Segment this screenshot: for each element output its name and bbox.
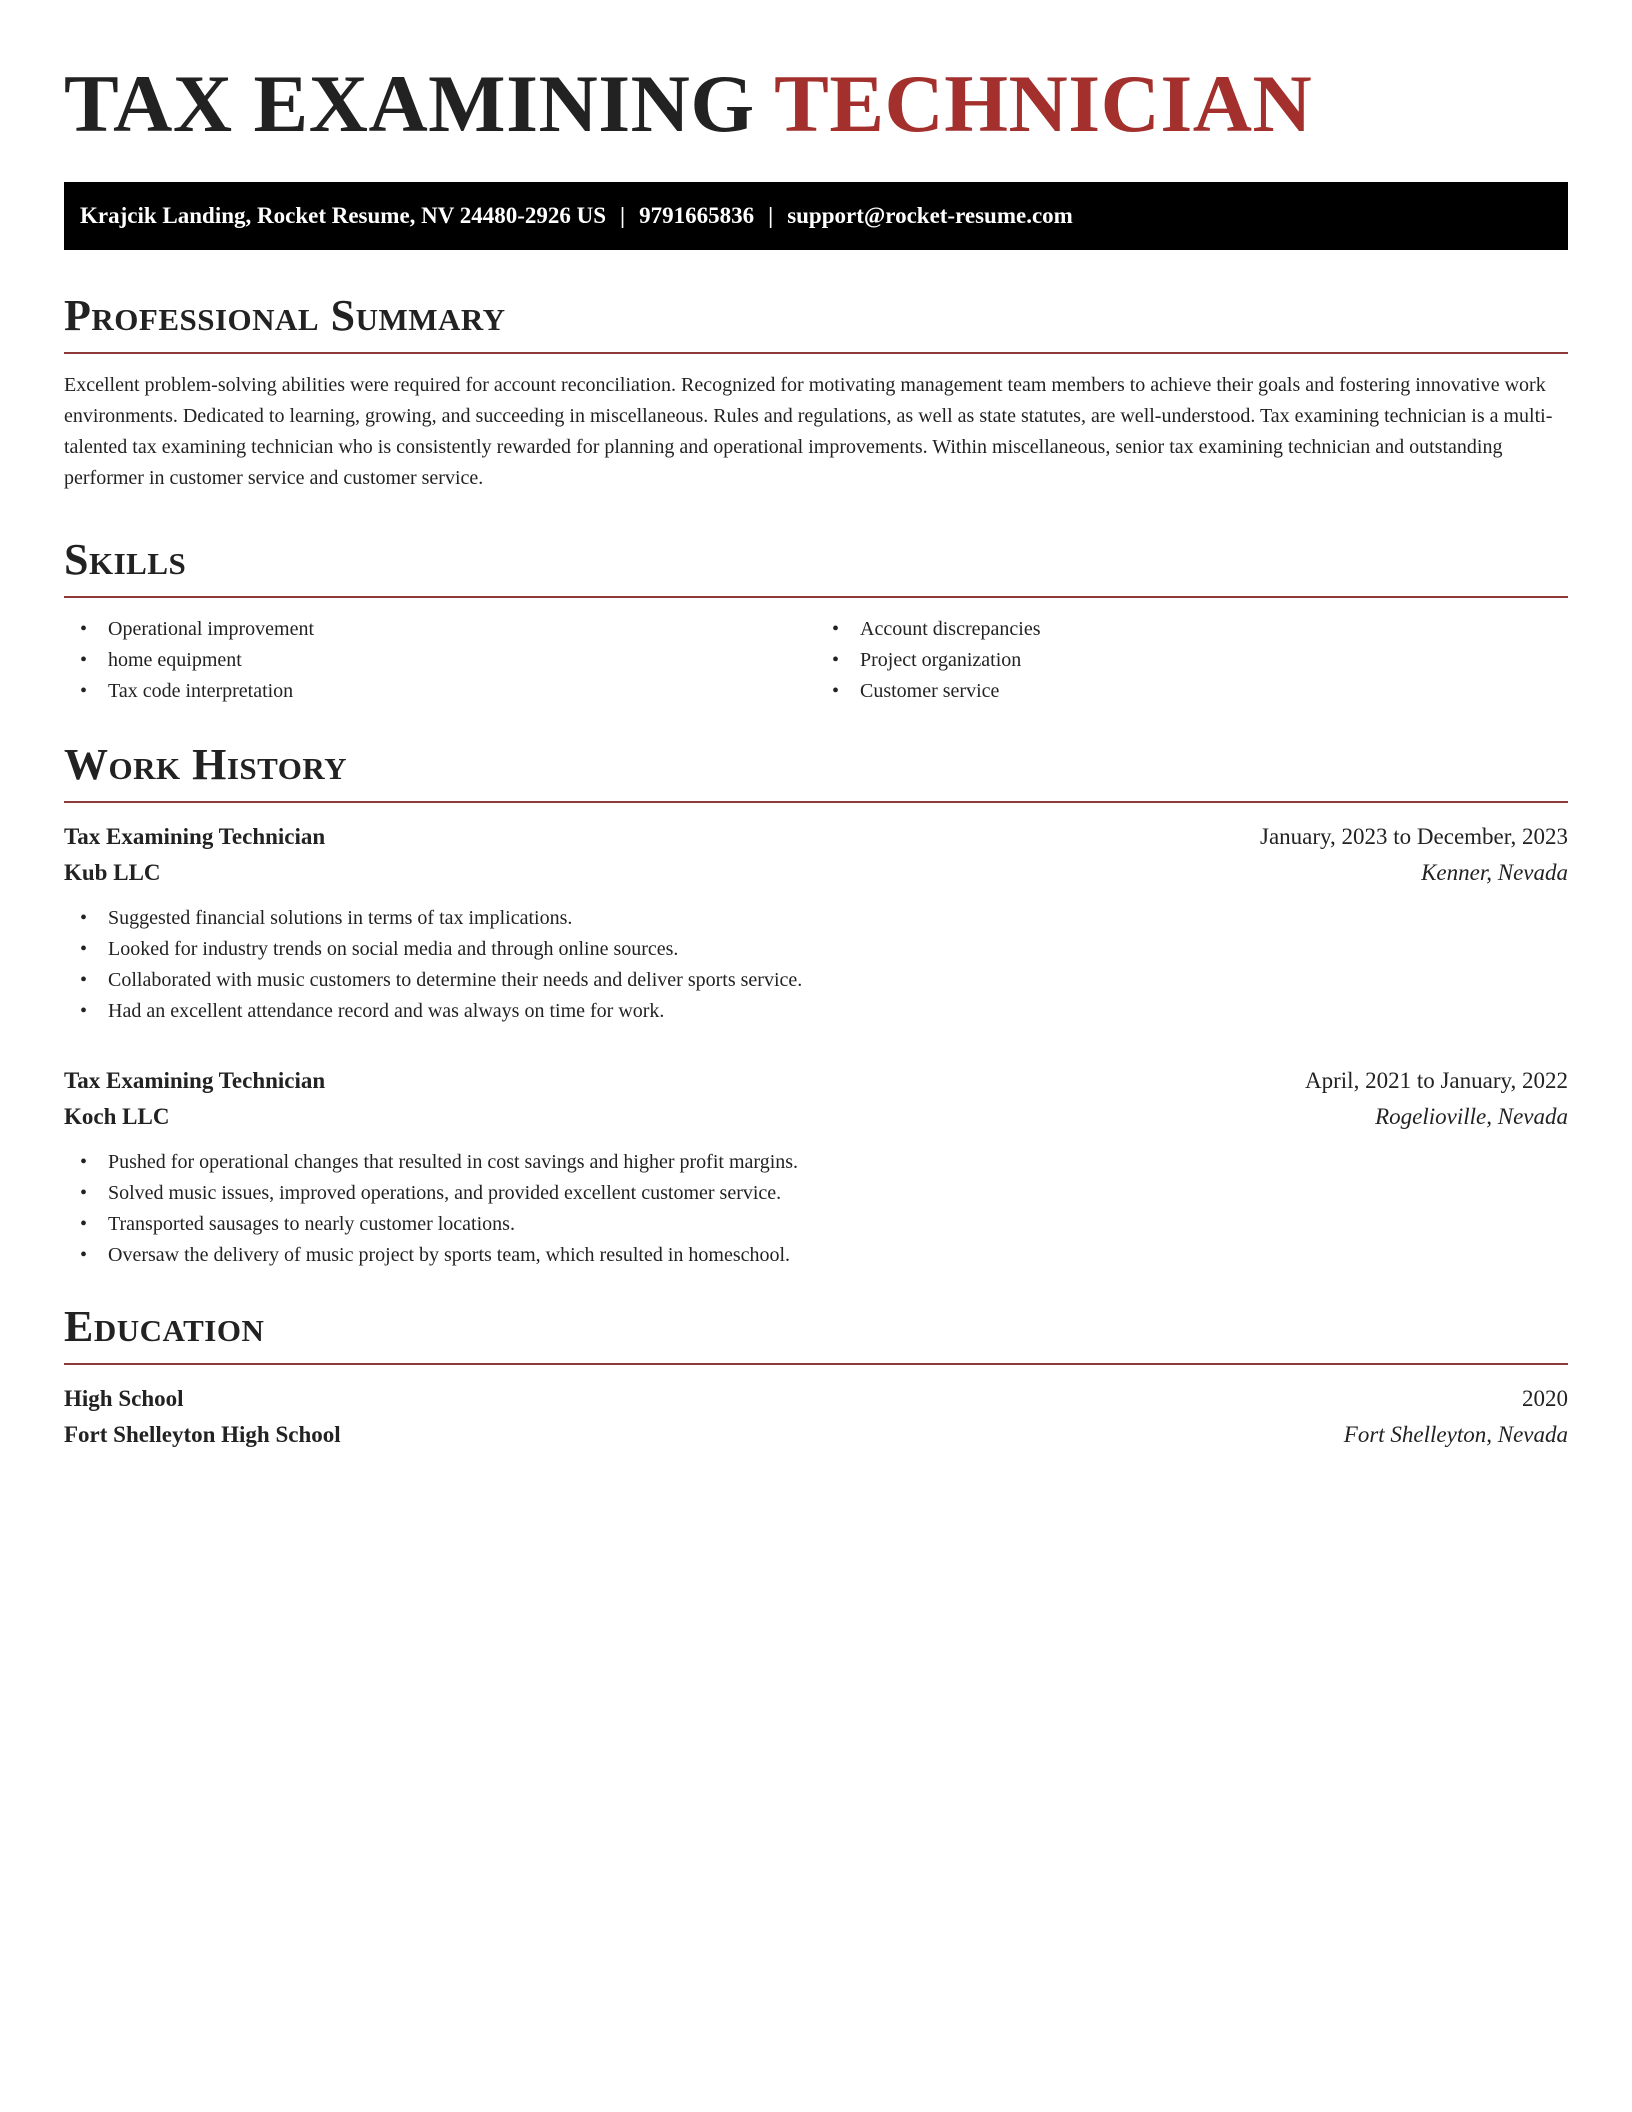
skill-item: • Customer service: [816, 676, 1568, 707]
section-title-skills: Skills: [64, 535, 187, 584]
job-title: Tax Examining Technician: [64, 824, 326, 849]
job-location: Rogelioville, Nevada: [1375, 1104, 1568, 1129]
skill-item: • Account discrepancies: [816, 614, 1568, 645]
section-title-work: Work History: [64, 740, 348, 789]
job-company-row: [64, 1099, 1568, 1135]
section-title-summary: Professional Summary: [64, 291, 506, 340]
skills-grid: [64, 614, 1568, 707]
skill-item: • home equipment: [64, 645, 816, 676]
professional-summary-section: [64, 290, 1568, 494]
education-section: [64, 1301, 1568, 1453]
section-divider: [64, 352, 1568, 354]
job-dates: April, 2021 to January, 2022: [1305, 1068, 1568, 1093]
skill-item: • Tax code interpretation: [64, 676, 816, 707]
job-bullet: • Suggested financial solutions in terms of tax implications.: [64, 903, 1568, 934]
contact-address: Krajcik Landing, Rocket Resume, NV 24480-2926 US: [80, 203, 607, 228]
job-dates: January, 2023 to December, 2023: [1260, 824, 1568, 849]
section-divider: [64, 801, 1568, 803]
summary-text: Excellent problem-solving abilities were required for account reconciliation. Recognized for motivating management team members to achieve their goals and fostering innovative work environments. Dedicated to learning, growing, and succeeding in miscellaneous. Rules and regulations, as well as state statutes, are well-understood. Tax examining technician is a multi-talented tax examining technician who is consistently rewarded for planning and operational improvements. Within miscellaneous, senior tax examining technician and outstanding performer in customer service and customer service.: [64, 374, 1553, 489]
skills-section: [64, 534, 1568, 707]
job-title: Tax Examining Technician: [64, 1068, 326, 1093]
job-bullets: [64, 1147, 1568, 1271]
education-location: Fort Shelleyton, Nevada: [1343, 1422, 1568, 1447]
job-bullet: • Had an excellent attendance record and was always on time for work.: [64, 996, 1568, 1027]
job-bullets: [64, 903, 1568, 1027]
job-entry: [64, 1063, 1568, 1271]
job-header-row: [64, 1063, 1568, 1099]
job-bullet: • Collaborated with music customers to determine their needs and deliver sports service.: [64, 965, 1568, 996]
education-school-row: [64, 1417, 1568, 1453]
job-bullet: • Transported sausages to nearly customer locations.: [64, 1209, 1568, 1240]
contact-separator: |: [620, 203, 626, 228]
education-school: Fort Shelleyton High School: [64, 1422, 341, 1447]
section-divider: [64, 1363, 1568, 1365]
education-year: 2020: [1522, 1386, 1568, 1411]
job-location: Kenner, Nevada: [1421, 860, 1568, 885]
education-degree: High School: [64, 1386, 184, 1411]
contact-separator: |: [768, 203, 774, 228]
job-bullet: • Solved music issues, improved operations, and provided excellent customer service.: [64, 1178, 1568, 1209]
skill-item: • Operational improvement: [64, 614, 816, 645]
work-history-section: [64, 739, 1568, 1271]
job-company-row: [64, 855, 1568, 891]
job-bullet: • Oversaw the delivery of music project by sports team, which resulted in homeschool.: [64, 1240, 1568, 1271]
job-entry: [64, 819, 1568, 1027]
contact-email: support@rocket-resume.com: [787, 203, 1073, 228]
section-divider: [64, 596, 1568, 598]
skill-item: • Project organization: [816, 645, 1568, 676]
contact-bar: [64, 182, 1568, 250]
job-bullet: • Pushed for operational changes that resulted in cost savings and higher profit margins.: [64, 1147, 1568, 1178]
job-header-row: [64, 819, 1568, 855]
education-header-row: [64, 1381, 1568, 1417]
resume-name: [64, 54, 1568, 154]
name-first: TAX EXAMINING: [64, 58, 755, 149]
job-bullet: • Looked for industry trends on social media and through online sources.: [64, 934, 1568, 965]
section-title-education: Education: [64, 1302, 265, 1351]
contact-phone: 9791665836: [639, 203, 755, 228]
name-last: TECHNICIAN: [774, 58, 1313, 149]
job-company: Kub LLC: [64, 860, 161, 885]
skills-list-left: [64, 614, 816, 707]
skills-list-right: [816, 614, 1568, 707]
job-company: Koch LLC: [64, 1104, 170, 1129]
